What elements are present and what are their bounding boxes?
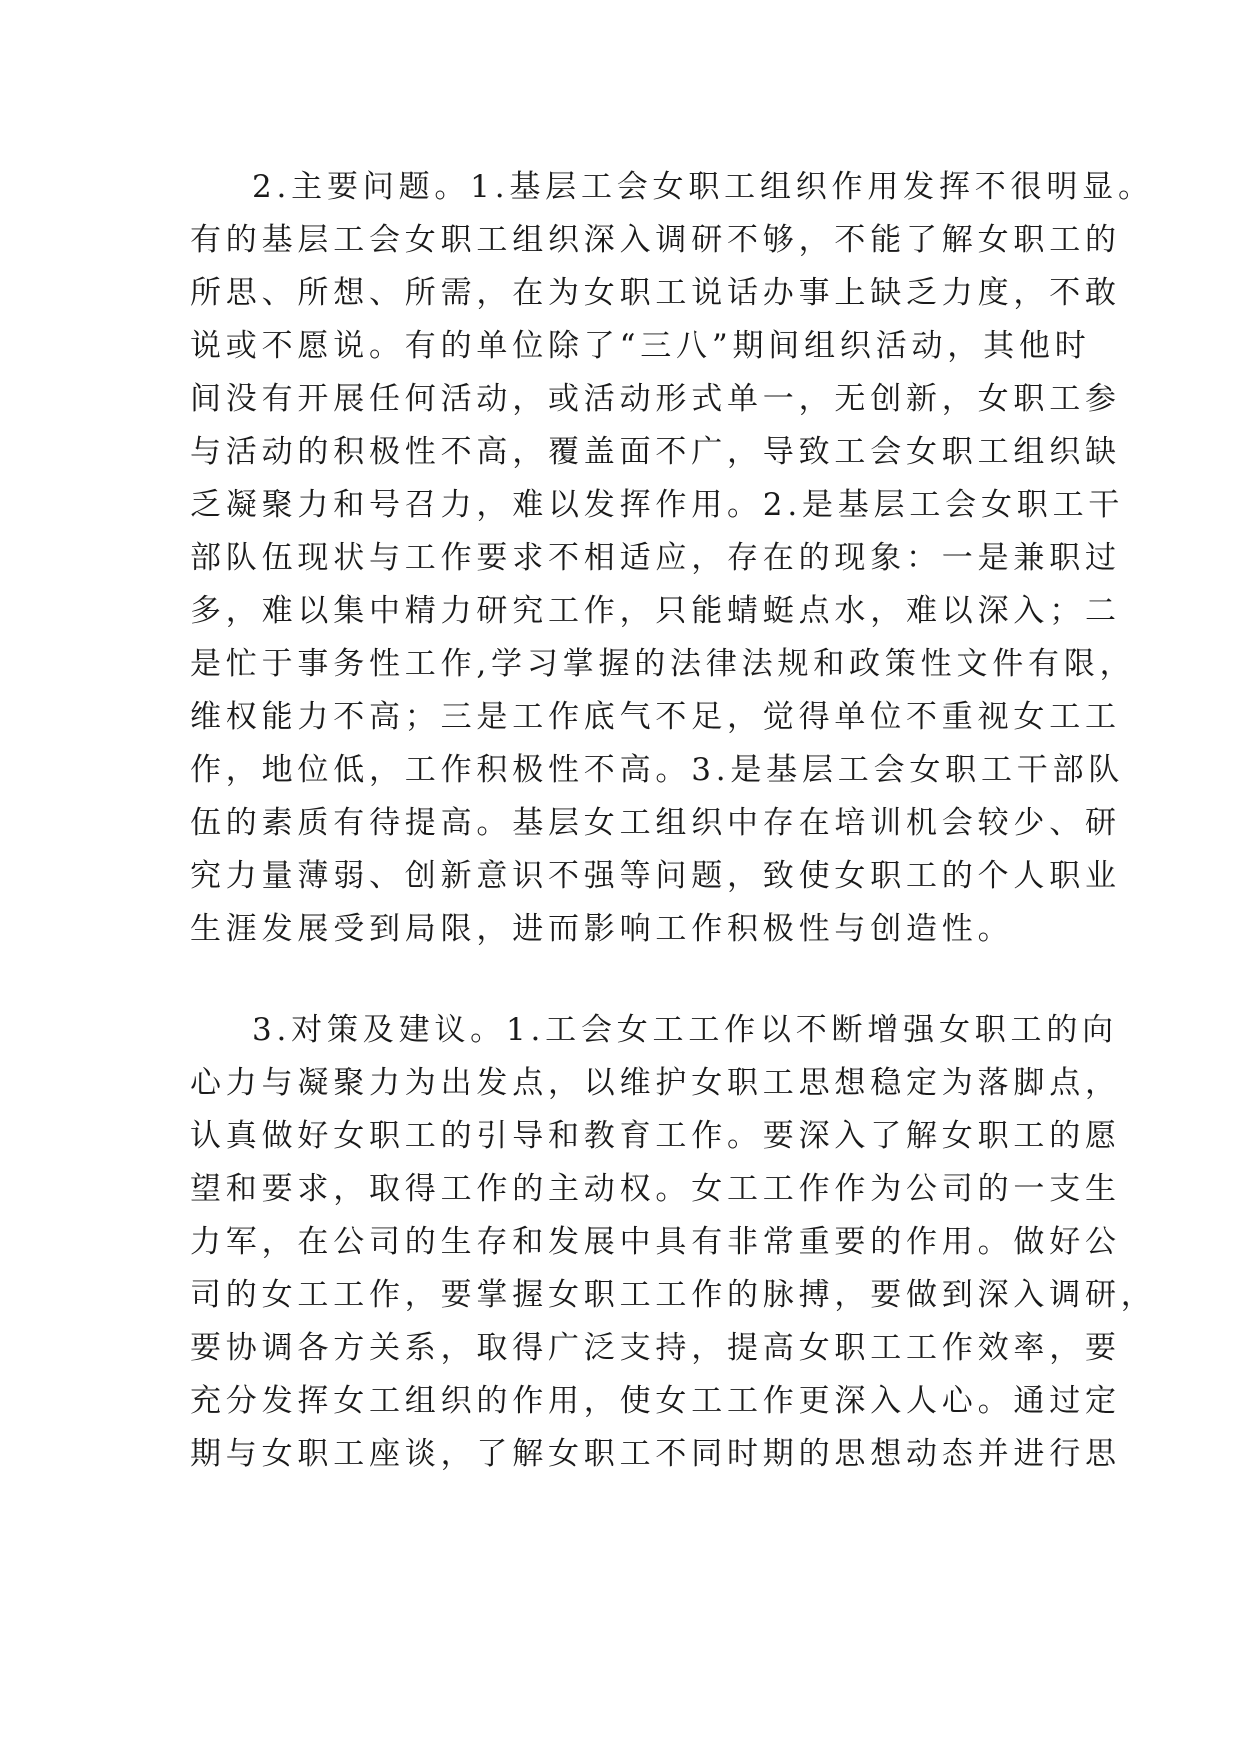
text-line: 充分发挥女工组织的作用，使女工工作更深入人心。通过定 bbox=[190, 1383, 1121, 1419]
text-line: 生涯发展受到局限，进而影响工作积极性与创造性。 bbox=[190, 911, 1014, 947]
text-line: 认真做好女职工的引导和教育工作。要深入了解女职工的愿 bbox=[190, 1118, 1121, 1154]
text-line: 伍的素质有待提高。基层女工组织中存在培训机会较少、研 bbox=[190, 805, 1121, 841]
text-line: 司的女工工作，要掌握女职工工作的脉搏，要做到深入调研， bbox=[190, 1277, 1157, 1313]
text-line: 2.主要问题。1.基层工会女职工组织作用发挥不很明显。 bbox=[252, 169, 1154, 205]
text-line: 要协调各方关系，取得广泛支持，提高女职工工作效率，要 bbox=[190, 1330, 1121, 1366]
text-line: 所思、所想、所需，在为女职工说话办事上缺乏力度，不敢 bbox=[190, 275, 1121, 311]
text-line: 心力与凝聚力为出发点，以维护女职工思想稳定为落脚点， bbox=[190, 1065, 1121, 1101]
text-line: 期与女职工座谈，了解女职工不同时期的思想动态并进行思 bbox=[190, 1436, 1121, 1472]
text-line: 说或不愿说。有的单位除了“三八”期间组织活动，其他时 bbox=[190, 328, 1091, 364]
text-line: 乏凝聚力和号召力，难以发挥作用。2.是基层工会女职工干 bbox=[190, 487, 1125, 523]
text-line: 间没有开展任何活动，或活动形式单一，无创新，女职工参 bbox=[190, 381, 1121, 417]
text-line: 多，难以集中精力研究工作，只能蜻蜓点水，难以深入；二 bbox=[190, 593, 1121, 629]
text-line: 与活动的积极性不高，覆盖面不广，导致工会女职工组织缺 bbox=[190, 434, 1121, 470]
text-line: 维权能力不高；三是工作底气不足，觉得单位不重视女工工 bbox=[190, 699, 1121, 735]
text-line: 望和要求，取得工作的主动权。女工工作作为公司的一支生 bbox=[190, 1171, 1121, 1207]
text-line: 3.对策及建议。1.工会女工工作以不断增强女职工的向 bbox=[252, 1012, 1118, 1048]
text-line: 有的基层工会女职工组织深入调研不够，不能了解女职工的 bbox=[190, 222, 1121, 258]
text-line: 作，地位低，工作积极性不高。3.是基层工会女职工干部队 bbox=[190, 752, 1125, 788]
text-line: 是忙于事务性工作,学习掌握的法律法规和政策性文件有限， bbox=[190, 646, 1136, 682]
text-line: 究力量薄弱、创新意识不强等问题，致使女职工的个人职业 bbox=[190, 858, 1121, 894]
text-line: 部队伍现状与工作要求不相适应，存在的现象：一是兼职过 bbox=[190, 540, 1121, 576]
text-line: 力军，在公司的生存和发展中具有非常重要的作用。做好公 bbox=[190, 1224, 1121, 1260]
